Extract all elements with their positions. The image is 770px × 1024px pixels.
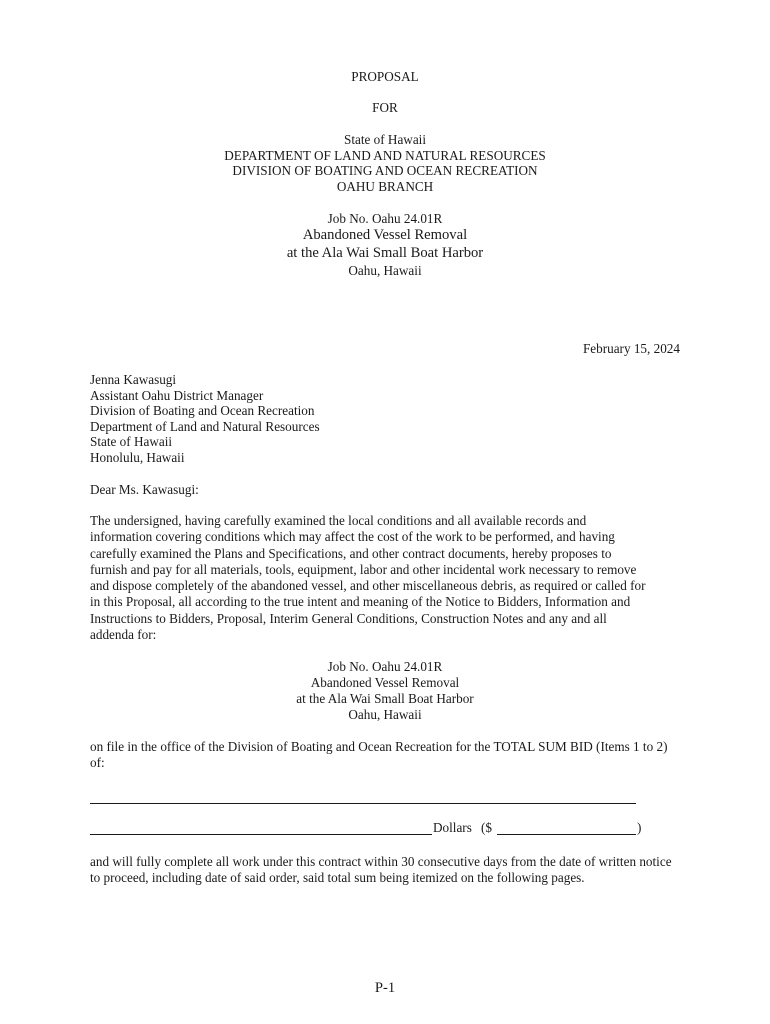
department-line: DEPARTMENT OF LAND AND NATURAL RESOURCES [224, 148, 546, 163]
proposal-heading: PROPOSAL [351, 69, 419, 84]
for-heading: FOR [372, 100, 398, 115]
body-line: carefully examined the Plans and Specifications, and other contract documents, hereby proposes to [90, 545, 612, 561]
project-block-title: Abandoned Vessel Removal [310, 675, 460, 690]
body-line: and dispose completely of the abandoned vessel, and other miscellaneous debris, as required or called for [90, 578, 646, 594]
addressee-division: Division of Boating and Ocean Recreation [90, 403, 315, 418]
addressee-name: Jenna Kawasugi [90, 372, 177, 387]
amount-words-blank[interactable] [90, 803, 636, 804]
amount-words-blank-2[interactable] [90, 834, 432, 835]
body-line: in this Proposal, all according to the true intent and meaning of the Notice to Bidders, Information and [90, 594, 631, 610]
salutation: Dear Ms. Kawasugi: [90, 482, 199, 497]
body-line: The undersigned, having carefully examined the local conditions and all available records and [90, 513, 587, 528]
project-location: at the Ala Wai Small Boat Harbor [286, 245, 484, 261]
dollars-close: ) [637, 820, 642, 835]
project-block-island: Oahu, Hawaii [348, 707, 422, 722]
addressee-state: State of Hawaii [90, 434, 173, 449]
state-line: State of Hawaii [343, 132, 427, 147]
total-sum-line: of: [90, 755, 105, 771]
body-line: furnish and pay for all materials, tools, equipment, labor and other incidental work necessary to remove [90, 561, 637, 577]
addressee-title: Assistant Oahu District Manager [90, 388, 264, 403]
total-sum-line: on file in the office of the Division of Boating and Ocean Recreation for the TOTAL SUM BID (Items 1 to 2) [90, 739, 668, 754]
project-island: Oahu, Hawaii [348, 263, 422, 278]
body-paragraph [90, 513, 690, 643]
page-number: P-1 [374, 980, 396, 996]
project-block-location: at the Ala Wai Small Boat Harbor [296, 691, 474, 706]
letter-date: February 15, 2024 [582, 341, 680, 356]
project-title: Abandoned Vessel Removal [302, 227, 468, 243]
total-sum-paragraph [90, 739, 690, 772]
division-line: DIVISION OF BOATING AND OCEAN RECREATION [232, 163, 538, 178]
body-line: information covering conditions which may affect the cost of the work to be performed, and having [90, 529, 615, 545]
addressee-department: Department of Land and Natural Resources [90, 419, 320, 434]
closing-line: to proceed, including date of said order, said total sum being itemized on the following pages. [90, 870, 585, 886]
project-block-job: Job No. Oahu 24.01R [327, 659, 443, 674]
dollars-open: ($ [481, 820, 492, 835]
job-number: Job No. Oahu 24.01R [327, 211, 443, 226]
body-line: addenda for: [90, 627, 157, 643]
branch-line: OAHU BRANCH [336, 179, 434, 194]
amount-figures-blank[interactable] [497, 834, 636, 835]
closing-line: and will fully complete all work under this contract within 30 consecutive days from the date of written notice [90, 854, 672, 869]
addressee-city: Honolulu, Hawaii [90, 450, 185, 465]
closing-paragraph [90, 854, 690, 887]
dollars-label: Dollars [433, 820, 472, 835]
body-line: Instructions to Bidders, Proposal, Interim General Conditions, Construction Notes and any and all [90, 610, 607, 626]
